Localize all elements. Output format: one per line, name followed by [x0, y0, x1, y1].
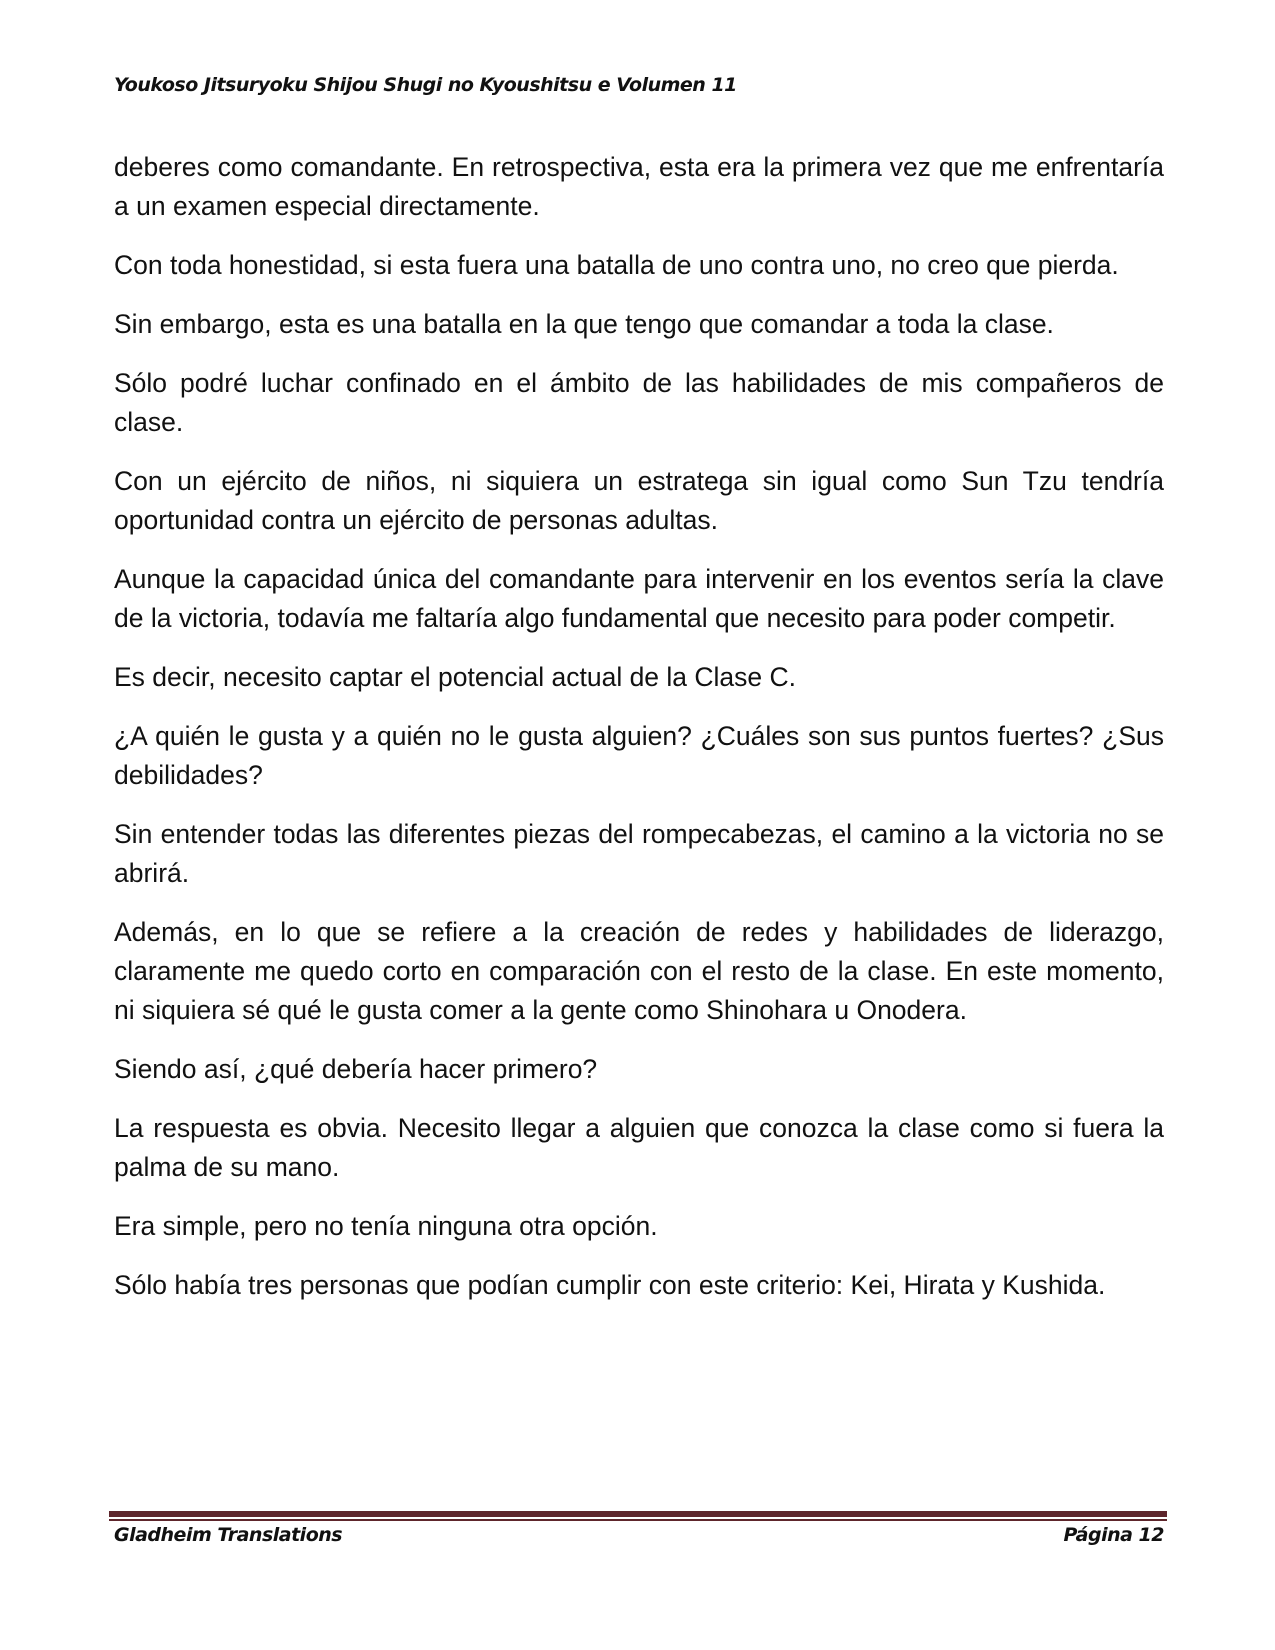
paragraph: Era simple, pero no tenía ninguna otra opción.	[114, 1211, 658, 1241]
paragraph: Sólo podré luchar confinado en el ámbito de las habilidades de mis compañeros de clase.	[114, 368, 1164, 437]
paragraph: Con un ejército de niños, ni siquiera un estratega sin igual como Sun Tzu tendría oportunidad contra un ejército de personas adultas.	[114, 466, 1164, 535]
paragraph: Siendo así, ¿qué debería hacer primero?	[114, 1054, 598, 1084]
paragraph: Sin entender todas las diferentes piezas del rompecabezas, el camino a la victoria no se abrirá.	[114, 819, 1164, 888]
paragraph: Aunque la capacidad única del comandante para intervenir en los eventos sería la clave de la victoria, todavía me faltaría algo fundamental que necesito para poder competir.	[114, 564, 1164, 633]
footer-rule-thin	[109, 1519, 1167, 1521]
paragraph: ¿A quién le gusta y a quién no le gusta alguien? ¿Cuáles son sus puntos fuertes? ¿Sus debilidades?	[114, 721, 1164, 790]
paragraph: Además, en lo que se refiere a la creación de redes y habilidades de liderazgo, claramente me quedo corto en comparación con el resto de la clase. En este momento, ni siquiera sé qué le gusta comer a la gente como Shinohara u Onodera.	[114, 917, 1164, 1025]
paragraph: Sin embargo, esta es una batalla en la que tengo que comandar a toda la clase.	[114, 309, 1054, 339]
paragraph: Con toda honestidad, si esta fuera una batalla de uno contra uno, no creo que pierda.	[114, 250, 1119, 280]
paragraph: Sólo había tres personas que podían cumplir con este criterio: Kei, Hirata y Kushida.	[114, 1270, 1106, 1300]
page-body	[114, 148, 1164, 1325]
paragraph: Es decir, necesito captar el potencial actual de la Clase C.	[114, 662, 797, 692]
footer-page-number: Página 12	[1063, 1524, 1164, 1546]
paragraph: deberes como comandante. En retrospectiva, esta era la primera vez que me enfrentaría a un examen especial directamente.	[114, 152, 1164, 221]
footer-publisher: Gladheim Translations	[114, 1524, 343, 1546]
footer-rule-thick	[109, 1511, 1167, 1517]
running-header: Youkoso Jitsuryoku Shijou Shugi no Kyoushitsu e Volumen 11	[114, 74, 737, 96]
paragraph: La respuesta es obvia. Necesito llegar a alguien que conozca la clase como si fuera la palma de su mano.	[114, 1113, 1164, 1182]
